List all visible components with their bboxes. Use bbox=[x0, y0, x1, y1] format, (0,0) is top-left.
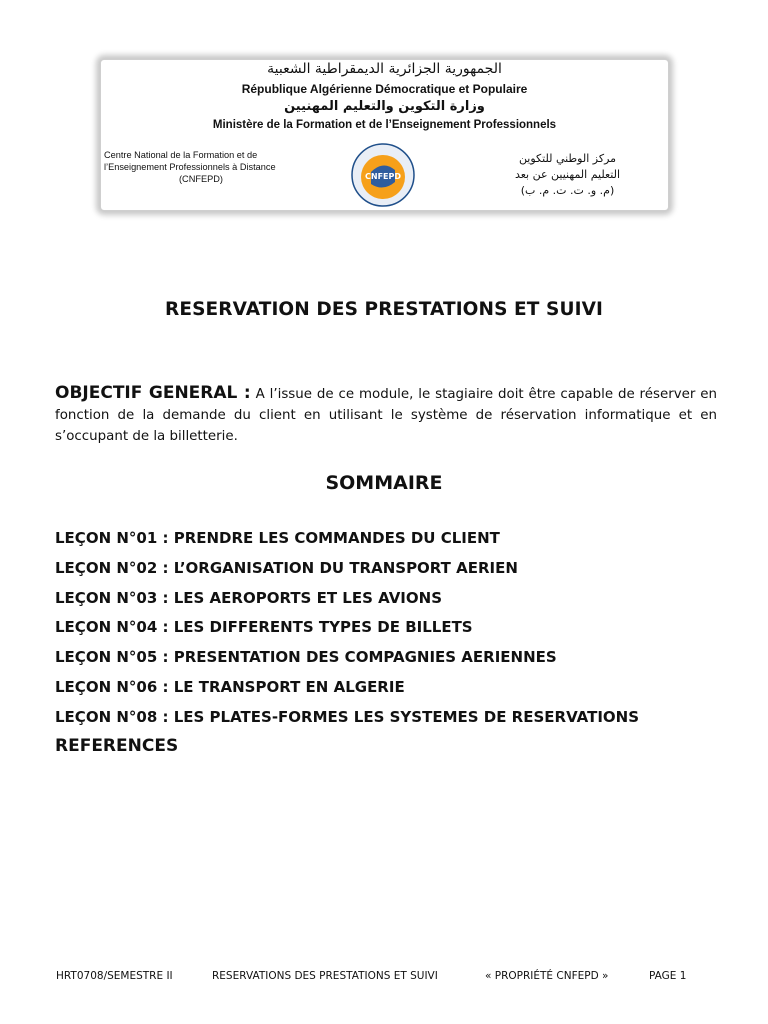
centre-name-french: Centre National de la Formation et de l’Enseignement Professionnels à Distance (CNFEPD) bbox=[104, 150, 276, 184]
letterhead bbox=[100, 59, 669, 211]
objectif-text: A l’issue de ce module, le stagiaire doit être capable de réserver en fonction de la demande du client en utilisant le système de réservation informatique et en s’occupant de la billetterie. bbox=[55, 387, 717, 444]
lesson-item: LEÇON N°01 : PRENDRE LES COMMANDES DU CLIENT bbox=[55, 529, 500, 547]
svg-text:CNFEPD: CNFEPD bbox=[365, 172, 401, 181]
references-heading: REFERENCES bbox=[55, 736, 179, 756]
lesson-list bbox=[55, 527, 639, 736]
footer-page-number: PAGE 1 bbox=[649, 970, 687, 982]
objectif-label: OBJECTIF GENERAL : bbox=[55, 383, 251, 403]
sommaire-heading: SOMMAIRE bbox=[325, 472, 443, 494]
french-republic-line: République Algérienne Démocratique et Populaire bbox=[241, 82, 528, 96]
objectif-general bbox=[55, 383, 717, 447]
document-title: RESERVATION DES PRESTATIONS ET SUIVI bbox=[165, 299, 603, 320]
arabic-republic-line: الجمهورية الجزائرية الديمقراطية الشعبية bbox=[267, 61, 502, 77]
french-ministry-line: Ministère de la Formation et de l’Enseignement Professionnels bbox=[212, 119, 557, 131]
lesson-item: LEÇON N°06 : LE TRANSPORT EN ALGERIE bbox=[55, 677, 405, 696]
lesson-item: LEÇON N°04 : LES DIFFERENTS TYPES DE BILLETS bbox=[55, 618, 473, 637]
centre-name-arabic: مركز الوطني للتكوين التعليم المهنيين عن بعد (م. و. ت. ت. م. ب) bbox=[514, 152, 621, 197]
cnfepd-logo-icon bbox=[349, 142, 417, 208]
footer-code: HRT0708/SEMESTRE II bbox=[56, 970, 173, 982]
lesson-item: LEÇON N°03 : LES AEROPORTS ET LES AVIONS bbox=[55, 588, 442, 607]
lesson-item: LEÇON N°08 : LES PLATES-FORMES LES SYSTEMES DE RESERVATIONS bbox=[55, 707, 640, 726]
lesson-item: LEÇON N°02 : L’ORGANISATION DU TRANSPORT AERIEN bbox=[55, 558, 518, 577]
arabic-ministry-line: وزارة التكوين والتعليم المهنيين bbox=[284, 99, 485, 114]
footer-title: RESERVATIONS DES PRESTATIONS ET SUIVI bbox=[212, 970, 438, 982]
lesson-item: LEÇON N°05 : PRESENTATION DES COMPAGNIES AERIENNES bbox=[55, 648, 557, 667]
footer-property: « PROPRIÉTÉ CNFEPD » bbox=[485, 970, 609, 982]
